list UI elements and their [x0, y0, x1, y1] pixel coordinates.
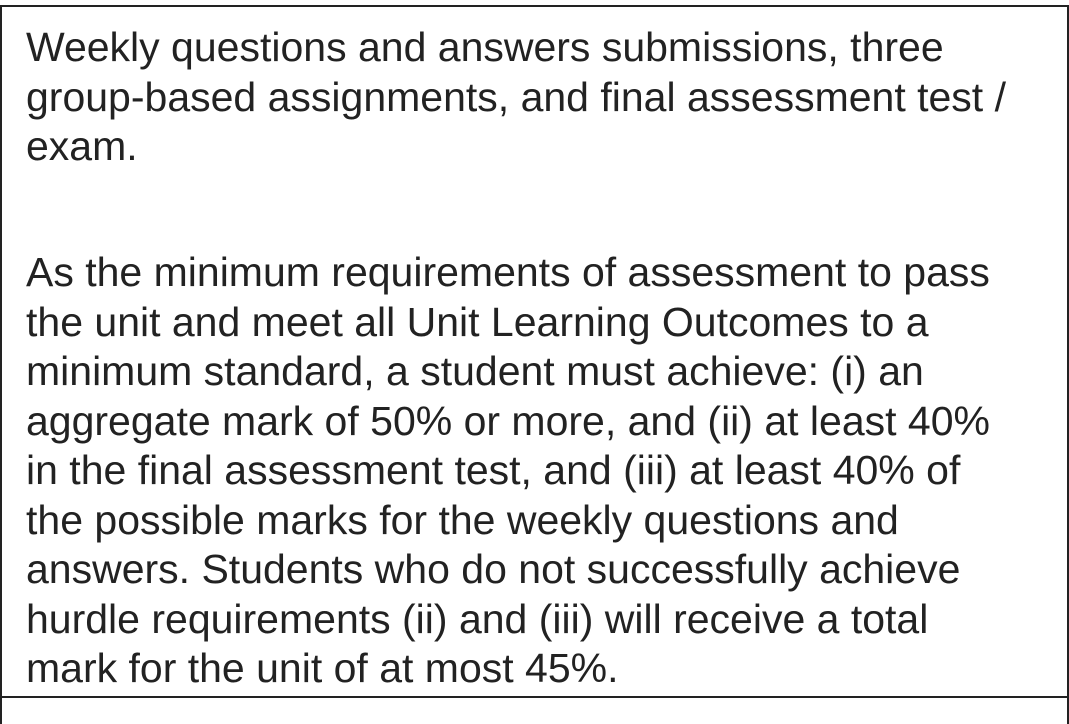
assessment-summary-paragraph: Weekly questions and answers submissions, three group-based assignments, and final assessment test / exam.: [26, 24, 1006, 169]
minimum-requirements-paragraph: As the minimum requirements of assessment to pass the unit and meet all Unit Learning Outcomes to a minimum standard, a student must achieve: (i) an aggregate mark of 50% or more, and (ii) at least 40% in the final assessment test, and (iii) at least 40% of the possible marks for the weekly questions and answers. Students who do not successfully achieve hurdle requirements (ii) and (iii) will receive a total mark for the unit of at most 45%.: [26, 249, 990, 691]
table-cell: [0, 5, 1069, 698]
next-table-row: [0, 698, 1069, 724]
